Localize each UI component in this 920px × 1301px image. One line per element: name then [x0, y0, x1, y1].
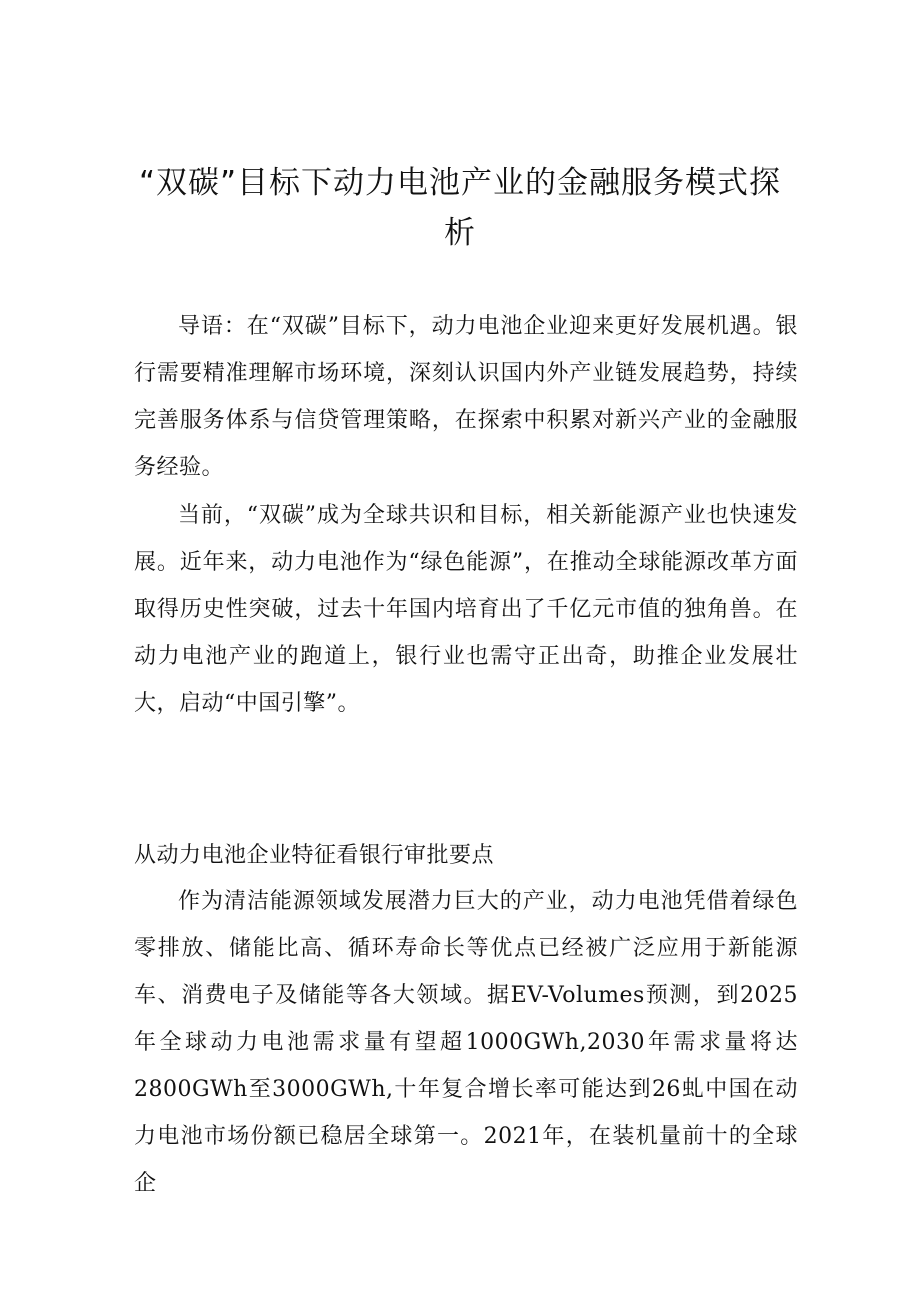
intro-paragraph: 导语：在“双碳”目标下，动力电池企业迎来更好发展机遇。银行需要精准理解市场环境，深刻认识国内外产业链发展趋势，持续完善服务体系与信贷管理策略，在探索中积累对新兴产业的金融服务经验。 — [134, 314, 798, 480]
body-paragraph: 当前，“双碳”成为全球共识和目标，相关新能源产业也快速发展。近年来，动力电池作为“绿色能源”，在推动全球能源改革方面取得历史性突破，过去十年国内培育出了千亿元市值的独角兽。在动力电池产业的跑道上，银行业也需守正出奇，助推企业发展壮大，启动“中国引擎”。 — [134, 503, 798, 716]
section-heading: 从动力电池企业特征看银行审批要点 — [134, 843, 495, 868]
document-title: “双碳”目标下动力电池产业的金融服务模式探析 — [138, 165, 782, 251]
section-paragraph: 作为清洁能源领域发展潜力巨大的产业，动力电池凭借着绿色零排放、储能比高、循环寿命长等优点已经被广泛应用于新能源车、消费电子及储能等各大领域。据EV-Volumes预测，到2025年全球动力电池需求量有望超1000GWh,2030年需求量将达2800GWh至3000GWh,十年复合增长率可能达到26虬中国在动力电池市场份额已稳居全球第一。2021年，在装机量前十的全球企 — [134, 889, 798, 1196]
